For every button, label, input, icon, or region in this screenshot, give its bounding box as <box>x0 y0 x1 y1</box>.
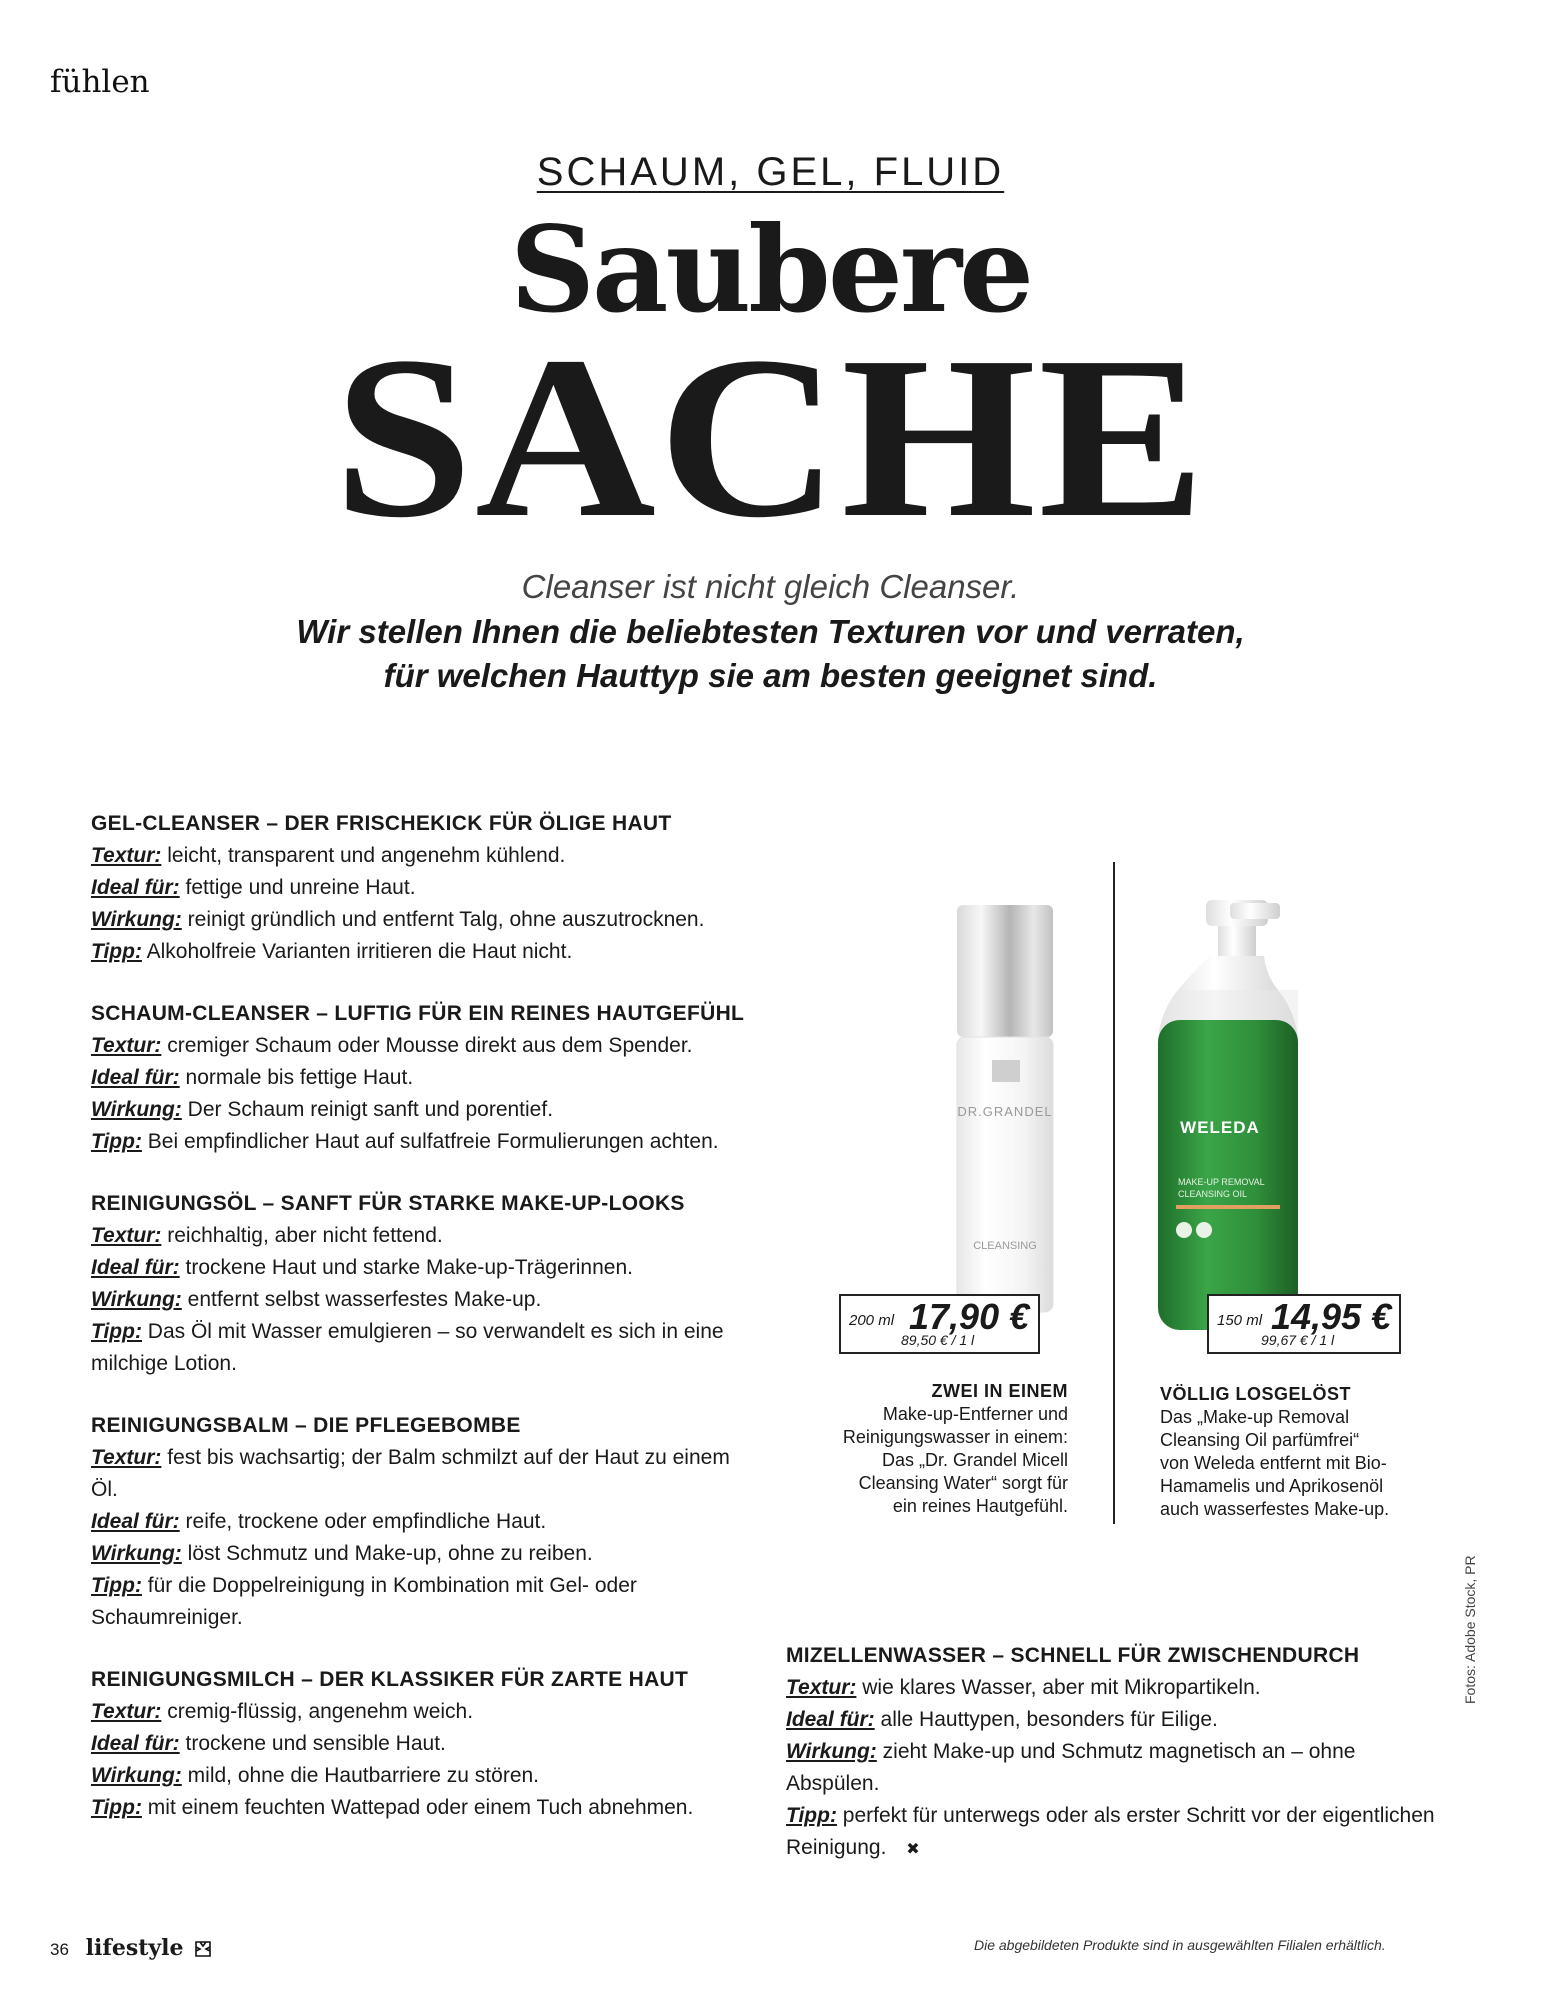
texture-line <box>91 1442 756 1506</box>
tip-label: Tipp: <box>91 1130 142 1153</box>
cleanser-heading: REINIGUNGSBALM – DIE PFLEGEBOMBE <box>91 1414 521 1437</box>
texture-text: wie klares Wasser, aber mit Mikropartikeln. <box>862 1676 1261 1699</box>
caption-line: ein reines Hautgefühl. <box>892 1496 1068 1516</box>
caption-line: Hamamelis und Aprikosenöl <box>1160 1476 1384 1496</box>
tip-line <box>91 1570 756 1634</box>
cleanser-heading: SCHAUM-CLEANSER – LUFTIG FÜR EIN REINES HAUTGEFÜHL <box>91 1002 745 1025</box>
price-box-weleda <box>1207 1294 1401 1354</box>
texture-line <box>91 840 756 872</box>
ideal-label: Ideal für: <box>786 1708 875 1731</box>
cleanser-list <box>91 808 756 1854</box>
ideal-text: reife, trockene oder empfindliche Haut. <box>185 1510 547 1533</box>
intro-lead <box>0 610 1541 698</box>
photo-credit: Fotos: Adobe Stock, PR <box>1462 1555 1478 1704</box>
price-box-grandel <box>839 1294 1040 1354</box>
caption-weleda <box>1160 1383 1450 1521</box>
effect-line <box>91 1284 756 1316</box>
caption-line: auch wasserfestes Make-up. <box>1160 1499 1390 1519</box>
ideal-text: alle Hauttypen, besonders für Eilige. <box>880 1708 1218 1731</box>
tip-label: Tipp: <box>91 1320 142 1343</box>
caption-line: Das „Dr. Grandel Micell <box>881 1450 1068 1470</box>
cleanser-heading: REINIGUNGSMILCH – DER KLASSIKER FÜR ZARTE HAUT <box>91 1668 689 1691</box>
intro-line1: Cleanser ist nicht gleich Cleanser. <box>521 568 1020 605</box>
weleda-brand-text: WELEDA <box>1180 1118 1260 1137</box>
caption-line: Cleansing Oil parfümfrei“ <box>1160 1430 1360 1450</box>
tip-label: Tipp: <box>91 940 142 963</box>
ideal-label: Ideal für: <box>91 1510 180 1533</box>
magazine-logo-icon <box>194 1940 212 1958</box>
ideal-text: trockene Haut und starke Make-up-Trägerinnen. <box>185 1256 633 1279</box>
ideal-label: Ideal für: <box>91 1732 180 1755</box>
texture-text: reichhaltig, aber nicht fettend. <box>167 1224 443 1247</box>
effect-text: mild, ohne die Hautbarriere zu stören. <box>187 1764 540 1787</box>
cleanser-block-gel <box>91 808 756 968</box>
texture-label: Textur: <box>91 844 162 867</box>
cleanser-block-balm <box>91 1410 756 1634</box>
cleanser-heading: GEL-CLEANSER – DER FRISCHEKICK FÜR ÖLIGE HAUT <box>91 812 672 835</box>
effect-text: zieht Make-up und Schmutz magnetisch an – ohne Abspülen. <box>786 1740 1356 1795</box>
column-divider <box>1113 862 1115 1524</box>
volume: 200 ml <box>849 1312 895 1329</box>
volume: 150 ml <box>1217 1312 1263 1329</box>
effect-label: Wirkung: <box>91 1542 182 1565</box>
caption-line: Cleansing Water“ sorgt für <box>858 1473 1068 1493</box>
tip-line <box>91 1316 756 1380</box>
caption-line: Reinigungswasser in einem: <box>842 1427 1068 1447</box>
caption-line: Das „Make-up Removal <box>1160 1407 1350 1427</box>
texture-label: Textur: <box>91 1034 162 1057</box>
ideal-line <box>91 1506 756 1538</box>
ideal-text: fettige und unreine Haut. <box>185 876 416 899</box>
effect-label: Wirkung: <box>91 1288 182 1311</box>
kicker: SCHAUM, GEL, FLUID <box>536 150 1005 194</box>
tip-text: perfekt für unterwegs oder als erster Schritt vor der eigentlichen Reinigung. <box>786 1804 1435 1859</box>
unit-price: 99,67 € / 1 l <box>1261 1332 1335 1348</box>
effect-label: Wirkung: <box>91 1764 182 1787</box>
price: 14,95 € <box>1271 1296 1392 1337</box>
ideal-line <box>91 1252 756 1284</box>
section-label: fühlen <box>50 64 150 100</box>
tip-text: mit einem feuchten Wattepad oder einem Tuch abnehmen. <box>147 1796 694 1819</box>
ideal-label: Ideal für: <box>91 1256 180 1279</box>
intro-line3: für welchen Hauttyp sie am besten geeignet sind. <box>383 657 1158 694</box>
intro-line2: Wir stellen Ihnen die beliebtesten Texturen vor und verraten, <box>296 613 1245 650</box>
texture-line <box>91 1220 756 1252</box>
magazine-logo: lifestyle <box>85 1935 184 1961</box>
footer-disclaimer: Die abgebildeten Produkte sind in ausgewählten Filialen erhältlich. <box>974 1937 1386 1953</box>
ideal-text: normale bis fettige Haut. <box>185 1066 414 1089</box>
effect-text: löst Schmutz und Make-up, ohne zu reiben. <box>187 1542 593 1565</box>
ideal-label: Ideal für: <box>91 1066 180 1089</box>
texture-label: Textur: <box>91 1700 162 1723</box>
effect-text: reinigt gründlich und entfernt Talg, ohne auszutrocknen. <box>187 908 705 931</box>
end-mark-icon: ✖ <box>906 1841 920 1858</box>
grandel-brand-text: DR.GRANDEL <box>957 1104 1053 1119</box>
tip-text: für die Doppelreinigung in Kombination mit Gel- oder Schaumreiniger. <box>91 1574 637 1629</box>
footer-left <box>50 1935 212 1961</box>
tip-text: Alkoholfreie Varianten irritieren die Haut nicht. <box>146 940 573 963</box>
effect-text: Der Schaum reinigt sanft und porentief. <box>187 1098 554 1121</box>
caption-line: Make-up-Entferner und <box>882 1404 1068 1424</box>
ideal-line <box>91 872 756 904</box>
tip-text: Das Öl mit Wasser emulgieren – so verwandelt es sich in eine milchige Lotion. <box>91 1320 724 1375</box>
caption-title: VÖLLIG LOSGELÖST <box>1160 1384 1352 1404</box>
texture-text: leicht, transparent und angenehm kühlend. <box>167 844 566 867</box>
texture-line <box>91 1696 756 1728</box>
ideal-line <box>91 1728 756 1760</box>
caption-title: ZWEI IN EINEM <box>931 1381 1068 1401</box>
ideal-line <box>786 1704 1451 1736</box>
ideal-line <box>91 1062 756 1094</box>
cleanser-block-milch <box>91 1664 756 1824</box>
texture-label: Textur: <box>91 1446 162 1469</box>
texture-line <box>91 1030 756 1062</box>
tip-line <box>91 1792 756 1824</box>
tip-text: Bei empfindlicher Haut auf sulfatfreie Formulierungen achten. <box>147 1130 719 1153</box>
tip-label: Tipp: <box>786 1804 837 1827</box>
unit-price: 89,50 € / 1 l <box>901 1332 975 1348</box>
cleanser-block-oel <box>91 1188 756 1380</box>
effect-line <box>91 1538 756 1570</box>
grandel-label-text: CLEANSING <box>973 1240 1037 1252</box>
texture-text: cremig-flüssig, angenehm weich. <box>167 1700 474 1723</box>
page-title-line1: Saubere <box>509 200 1032 339</box>
weleda-label-text: MAKE-UP REMOVAL CLEANSING OIL <box>1178 1177 1265 1199</box>
tip-line <box>786 1800 1451 1866</box>
effect-line <box>786 1736 1451 1800</box>
effect-label: Wirkung: <box>91 1098 182 1121</box>
page-number: 36 <box>50 1940 69 1959</box>
texture-label: Textur: <box>786 1676 857 1699</box>
effect-line <box>91 904 756 936</box>
effect-line <box>91 1760 756 1792</box>
texture-label: Textur: <box>91 1224 162 1247</box>
ideal-text: trockene und sensible Haut. <box>185 1732 446 1755</box>
tip-label: Tipp: <box>91 1796 142 1819</box>
caption-line: von Weleda entfernt mit Bio- <box>1160 1453 1387 1473</box>
caption-grandel <box>800 1380 1068 1518</box>
effect-label: Wirkung: <box>786 1740 877 1763</box>
tip-label: Tipp: <box>91 1574 142 1597</box>
price: 17,90 € <box>909 1296 1030 1337</box>
texture-text: cremiger Schaum oder Mousse direkt aus dem Spender. <box>167 1034 693 1057</box>
texture-text: fest bis wachsartig; der Balm schmilzt auf der Haut zu einem Öl. <box>91 1446 730 1501</box>
cleanser-block-schaum <box>91 998 756 1158</box>
tip-line <box>91 1126 756 1158</box>
mizellen-block <box>786 1640 1451 1866</box>
tip-line <box>91 936 756 968</box>
ideal-label: Ideal für: <box>91 876 180 899</box>
page-title-line2: SACHE <box>333 309 1208 566</box>
effect-line <box>91 1094 756 1126</box>
effect-text: entfernt selbst wasserfestes Make-up. <box>187 1288 542 1311</box>
cleanser-heading: MIZELLENWASSER – SCHNELL FÜR ZWISCHENDURCH <box>786 1644 1360 1667</box>
effect-label: Wirkung: <box>91 908 182 931</box>
cleanser-heading: REINIGUNGSÖL – SANFT FÜR STARKE MAKE-UP-LOOKS <box>91 1192 685 1215</box>
texture-line <box>786 1672 1451 1704</box>
